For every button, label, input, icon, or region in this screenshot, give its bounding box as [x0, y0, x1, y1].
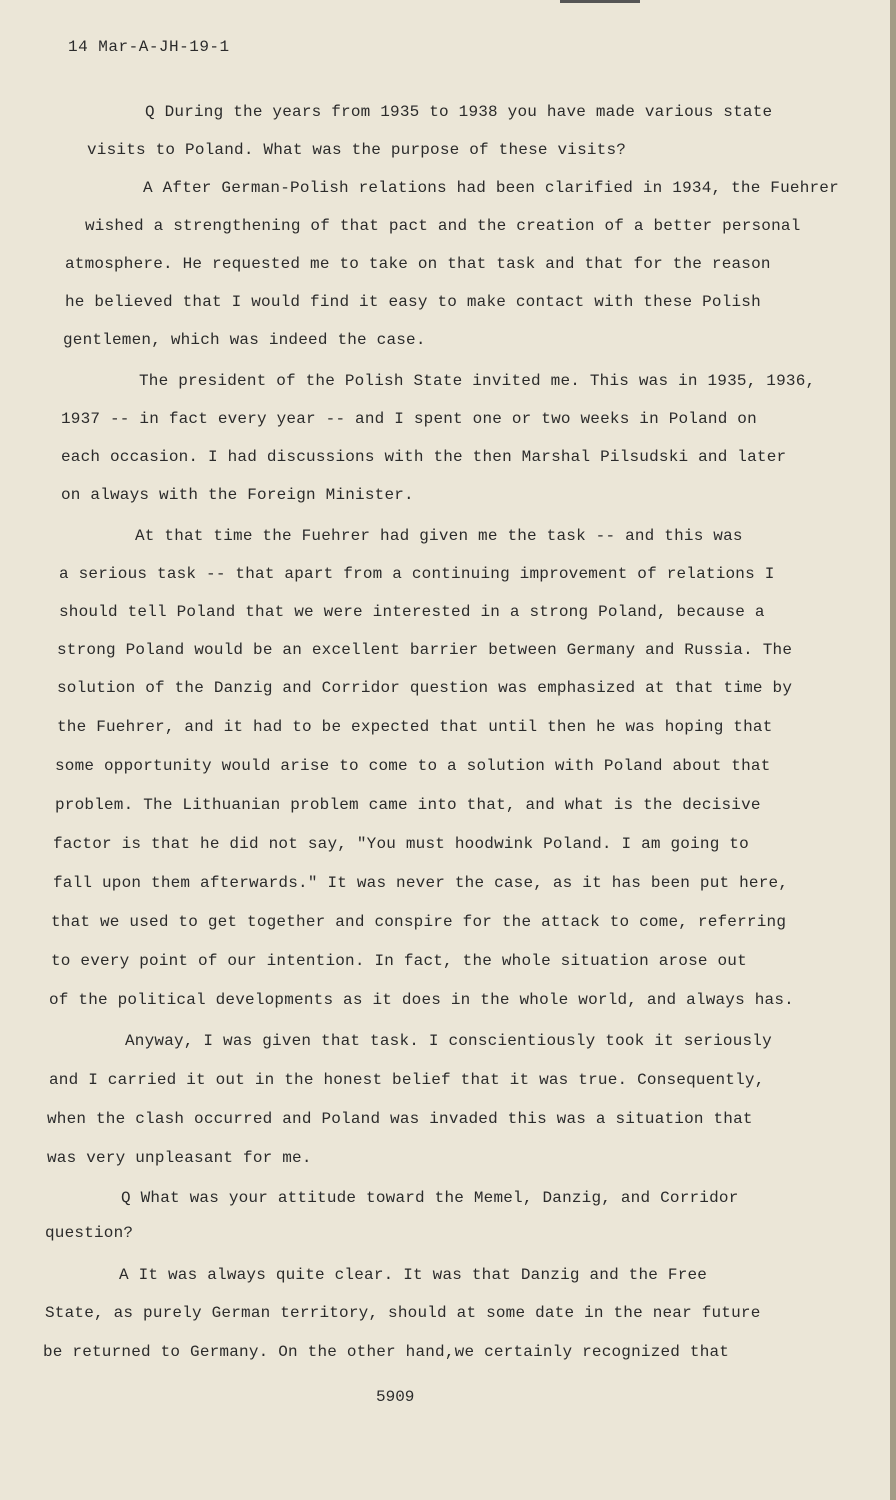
text-line: of the political developments as it does in the whole world, and always has.	[49, 991, 794, 1009]
text-line: he believed that I would find it easy to make contact with these Polish	[65, 293, 761, 311]
text-line: atmosphere. He requested me to take on that task and that for the reason	[65, 255, 771, 273]
text-line: be returned to Germany. On the other hand,we certainly recognized that	[43, 1343, 730, 1361]
text-line: factor is that he did not say, "You must hoodwink Poland. I am going to	[53, 835, 749, 853]
text-line: The president of the Polish State invited me. This was in 1935, 1936,	[139, 372, 816, 390]
text-line: when the clash occurred and Poland was invaded this was a situation that	[47, 1110, 753, 1128]
text-line: that we used to get together and conspire for the attack to come, referring	[51, 913, 787, 931]
text-line: each occasion. I had discussions with the then Marshal Pilsudski and later	[61, 448, 787, 466]
text-line: State, as purely German territory, should at some date in the near future	[45, 1304, 761, 1322]
text-line: A After German-Polish relations had been clarified in 1934, the Fuehrer	[143, 179, 839, 197]
text-line: some opportunity would arise to come to a solution with Poland about that	[55, 757, 771, 775]
text-line: a serious task -- that apart from a continuing improvement of relations I	[59, 565, 775, 583]
text-line: the Fuehrer, and it had to be expected that until then he was hoping that	[57, 718, 773, 736]
text-line: should tell Poland that we were interested in a strong Poland, because a	[59, 603, 765, 621]
text-line: question?	[45, 1224, 134, 1242]
text-line: Q What was your attitude toward the Memel, Danzig, and Corridor	[121, 1189, 739, 1207]
text-line: 1937 -- in fact every year -- and I spent one or two weeks in Poland on	[61, 410, 757, 428]
text-line: visits to Poland. What was the purpose of these visits?	[87, 141, 627, 159]
text-line: solution of the Danzig and Corridor question was emphasized at that time by	[57, 679, 793, 697]
text-line: gentlemen, which was indeed the case.	[63, 331, 426, 349]
text-line: to every point of our intention. In fact, the whole situation arose out	[51, 952, 747, 970]
page-number: 5909	[376, 1388, 415, 1406]
text-line: and I carried it out in the honest belief that it was true. Consequently,	[49, 1071, 765, 1089]
text-line: At that time the Fuehrer had given me the task -- and this was	[135, 527, 743, 545]
text-line: on always with the Foreign Minister.	[61, 486, 414, 504]
text-line: strong Poland would be an excellent barrier between Germany and Russia. The	[57, 641, 793, 659]
page-edge	[890, 0, 896, 1500]
text-line: problem. The Lithuanian problem came into that, and what is the decisive	[55, 796, 761, 814]
text-line: was very unpleasant for me.	[47, 1149, 312, 1167]
text-line: Anyway, I was given that task. I conscientiously took it seriously	[125, 1032, 772, 1050]
text-line: A It was always quite clear. It was that Danzig and the Free	[119, 1266, 708, 1284]
text-line: wished a strengthening of that pact and the creation of a better personal	[85, 217, 801, 235]
page-edge-mark	[560, 0, 640, 3]
text-line: Q During the years from 1935 to 1938 you have made various state	[145, 103, 773, 121]
text-line: fall upon them afterwards." It was never the case, as it has been put here,	[53, 874, 789, 892]
document-reference: 14 Mar-A-JH-19-1	[68, 38, 230, 56]
